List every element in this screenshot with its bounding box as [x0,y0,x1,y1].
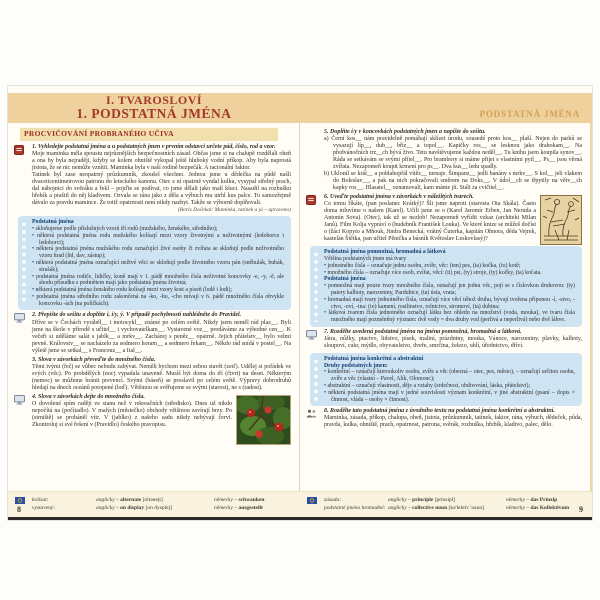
book-icon [12,145,26,158]
info-bullet: • konkrétní – označují kteroukoliv osobu, zvíře a věc (obecná – otec, pes, město), – označují určitou osobu, zvíře a věc (vlastní – Pavel, Alík, Olomouc); [324,369,575,383]
exercise-7-body: Játra, nůžky, ptactvo, lidstvo, písek, maliní, prázdniny, mouka, Vánoce, narozeniny, plavky, kalhoty, sloupoví, cukr, mýdlo, obyvatelstvo, dveře, smrčina, železo, uhlí, úřednictvo, dříví. [324,335,582,349]
exercise-4 [32,394,291,429]
practice-section-heading: PROCVIČOVÁNÍ PROBRANÉHO UČIVA [20,128,278,141]
exercise-1-paragraph-1: Moje maminka měla spoustu nejrůznějších bezpečnostních zásad. Občas jsme si na chalupě rozdělali oheň a ona by byla nejraději, kdyby se kolem ohniště vykopal ještě hluboký vodní příkop. Aby byla naprostá jistota, že se nic nemůže vznítit. Maminka byla v naší rodině bezpečák. A racionální faktor. [32,150,291,171]
flag-icon [307,497,317,506]
info-box-title: Podstatná jména [32,219,74,226]
glossary-english: anglicky – on display [on dysplej] [96,505,172,512]
exercise-3 [32,357,291,392]
info-bullet: • podstatná jména středního rodu zakončená na -ko, -ho, -cho mívají v 6. pádě množného čísla obvykle koncovku -ách (na políčkách). [32,294,284,308]
info-bullet: • některá podstatná jména mají v jedné souvislosti význam konkrétní, v jiné abstraktní (psaní – dopis × činnost, vláda – osoby × činnost). [324,390,575,404]
info-bullet: • látková tvarem čísla jednotného označují látku bez ohledu na množství (voda, mouka), ve tvaru čísla množného mají pozměněný význam: dvě vody = dva druhy vod (perlivá a neperlivá) nebo dvě láhve. [324,310,575,324]
people-icon [304,409,318,421]
info-bullet: • některá podstatná jména označující neživé věci se skloňují podle životného vzoru pán (sněhulák, bubák, strašák); [32,260,284,274]
book-spread [8,86,592,520]
right-page [300,123,592,494]
exercise-4-body: O dovolené spím raději ve stanu než v rekreačních (středisko). Dnes už nikdo nepočítá na (počítadlo). V malých (městečko) obchody většinou zavírají brzy. Po (strniště) se proháněl vítr. V (jablko) z našeho sadu nikdy nebývají červi. Zkontroluj si své řešení v (Pravidlo) českého pravopisu. [32,400,232,428]
glossary-row [32,504,292,512]
glossary-term: zásada: [324,497,342,503]
exercise-6-title: 6. Uveďte podstatná jména v závorkách v náležitých tvarech. [324,194,474,201]
info-box-title: Podstatná jména pomnožná, hromadná a látková [324,249,446,256]
exercise-1-paragraph-2: Tatínek byl zase neopatrný průzkumník, zkoušel všechno. Jednou jsme u dědečka na půdě našli dvaceticentimetrovou patronu do leteckého kanonu. Otec z ní opatrně vyndal kulku, vysypal střelný prach, dal nábojnici do svěráku a řekl – pojďte se podívat, co jsme dělali jako malí kluci. Nasadil na rozbušku hřebík a praštil do něj kladivem. Ozvala se rána jako z děla a výbuch mu utrhl kus palce. To samozřejmě dávalo za pravdu mamince. Že totiž opatrnosti není nikdy nazbyt. Takže se výborně doplňovali. [32,171,291,206]
exercise-4-title: 4. Slova v závorkách dejte do množného čísla. [32,393,145,400]
text-attribution: (Boris Dočekal: Maminka, tatínek a já – upraveno) [177,206,291,213]
exercise-6-body: Co tomu říkáte, (pan poslanec Krátký)? Šli jsme naproti (starosta Ota Skála). Často doma mluvíme o našem (Karel). Učili jsme se o (Karel Jaromír Erben, Jan Neruda a Antonín Sova). (Otec), tak už se nezlob! Nezapomeň vyřídit vzkaz (architekt Milan Janů). Film Kolja vypráví o (hudebník František Louka). Ve které knize se můžeš dočíst o (žáci Kopyto a Mňouk, Jindra Benecká, vrátný Čuterka, kapitán Ohnora, děda Vejrek, kastelán Štětka, pan učitel Pěnička a básník Květoslav Leskovlasý)? [324,201,536,243]
book-icon [304,195,318,208]
left-footer [8,492,300,517]
info-box-plural-collective-mass [310,246,582,327]
exercise-5-title: 5. Doplňte i/y v koncovkách podstatných jmen a napište do sešitu. [324,129,486,135]
glossary-english: anglicky – collective noun [kə'lektiv 'naun] [388,505,484,512]
info-box-concrete-abstract [310,353,582,406]
info-bullet: • hromadná mají tvary jednotného čísla, označují více věcí téhož druhu, bývají tvořena příponou -í, -stvo, -ctvo, -oví, -ina: (to) kamení, rostlinstvo, rolnictvo, stromoví, (ta) dubina; [324,297,575,311]
glossary-german: německy – schwanken [214,497,265,503]
glossary-term: kolísat: [32,497,49,503]
section-title: 1. PODSTATNÁ JMÉNA [76,105,232,121]
page-number-left: 8 [17,505,21,514]
chapter-title: I. TVAROSLOVÍ [105,93,203,107]
glossary-row [324,504,584,512]
exercise-6 [324,194,582,243]
exercise-8 [324,408,582,429]
glossary-english: anglicky – alternate [oltənejt] [96,497,163,503]
glossary-footer [8,491,592,517]
glossary-row [324,496,584,504]
monitor-icon [12,313,26,326]
page-number-right: 9 [579,505,583,514]
exercise-7-title: 7. Rozdělte uvedená podstatná jména na jména pomnožná, hromadná a látková. [324,328,522,335]
info-bullet: • abstraktní – označují vlastnosti, děje a vztahy (srdečnost, obdivování, láska, přátelství); [324,383,575,390]
exercise-2-title: 2. Přepište do sešitu a doplňte i, í/y, ý. V případě pochybností nahlédněte do Pravidel. [32,312,242,319]
info-intro: Většina podstatných jmen má tvary [324,256,407,263]
info-bullet: • některá podstatná jména mužského rodu označující živé osoby či zvířata se skloňují podle neživotného vzoru hrad (lid, dav, zástup); [32,246,284,260]
info-box-subtitle: Druhy podstatných jmen: [324,362,388,369]
exercise-2 [32,312,291,354]
exercise-5 [324,129,582,192]
glossary-german: německy – das Prinzip [506,497,558,503]
glossary-term: podstatné jméno hromadné: [324,505,386,512]
exercise-8-body: Maminka, zásada, příkop, chalupa, oheň, jistota, průzkumník, tatínek, faktor, rána, výbuch, dědeček, půda, pravda, kulka, ohniště, prach, opatrnost, patrona, svěrák, rozbuška, hřebík, kladivo, palec, dělo. [324,415,582,429]
glossary-german: německy – das Kollektivum [506,505,570,512]
exercise-5-part-b: b) Uklonil se král__ a poblahopřál vítěz__ turnaje. Šimpanz__ jedli banány s mrkv__. S kol__ jeli vlakem do Boleslav__, a pak na nich pokračovali směrem na Doks__. V údol__ch se třpytily na větv__ch kapky ros__. Hlasatel__ oznamovali, kam máme jít. Stáli za cvičitel__. [324,171,582,192]
running-head: PODSTATNÁ JMÉNA [479,109,580,119]
pages-container [8,123,592,494]
info-bullet: • množného čísla – označuje více osob, zvířat, věcí: (ti) psi, (ty) stroje, (ty) kočky, (ta) koťata. [324,270,575,277]
chapter-titles [8,94,300,121]
apple-tree-photo [236,395,291,445]
glossary-english: anglicky – principle [prinsipl] [388,497,456,503]
info-bullet: • skloňujeme podle příslušných vzorů tří rodů (mužského, ženského, středního); [32,226,284,233]
info-box-noun-declension [18,216,291,310]
exercise-1-title: 1. Vyhledejte podstatná jména a u podstatných jmen v prvním odstavci určete pád, číslo, rod a vzor. [32,143,276,150]
exercise-3-title: 3. Slova v závorkách převeďte do množného čísla. [32,356,156,363]
exercise-3-body: Těmi tvými (řeč) se vůbec nebudu zabývat. Neměli bychom mezi sebou stavět (zeď). Udělej si pořádek ve svých (věc). Po probdělých (noc) vypadala unaveně. Musíš být doma do tří (čtvrt) na deset. Některým (nemoc) se můžeme bránit prevencí. Svými (báseň) se proslavil po celém světě. Výpravy dobrodruhů hledají na dnech oceánů potopené (loď). Většinou se svěřujeme se svými (starost), ne s (radost). [32,363,291,391]
glossary-row [32,496,292,504]
info-box-title: Podstatná jména konkrétní a abstraktní [324,355,424,362]
exercise-8-title: 8. Rozdělte tato podstatná jména z úvodního textu na podstatná jména konkrétní a abstraktní. [324,408,555,415]
info-bullet: • některá podstatná jména rodu mužského kolísají mezi vzory životnými a neživotnými (ledoborce i ledoborci); [32,233,284,247]
info-box-subtitle: Podstatná jména [324,276,366,283]
glossary-term: vystavený: [32,505,56,512]
right-footer [300,492,592,517]
exercise-7 [324,329,582,350]
info-bullet: • některá podstatná jména ženského rodu kolísají mezi vzory kost a píseň (lodě i lodi); [32,287,284,294]
info-bullet: • jednotného čísla – označuje jednu osobu, zvíře, věc: (ten) pes, (ta) kočka, (to) kotě; [324,263,575,270]
exercise-5-part-a: a) Černí kos__ nám pravidelně pomáhají sklízet úrodu, sousedé proto kos__ plaší. Nejen do parků se vysazují líp__, dub__, bříz__ a topol__. Kapičky ros__ se lesknou jako drahokam__. Na předvánočních trz__ch bývá živo. Tetu navštěvujeme každou neděl__. Tu knihu jsem koupila synov__. Ráda se setkávám se svými přítel__. Pro brambory si máme přijet s vlastními pytl__. Ps__ jsou věrná zvířata. Nezapomeň koupit krmení pro ps__. Dva kus__ ledu spadly. [324,136,582,171]
info-bullet: • podstatná jména rodiče, lidičky, koně mají v 1. pádě množného čísla neživotné koncovky -e, -y, -ě, ale shodu přísudku s podmětem mají jako podstatná jména životná; [32,274,284,288]
monitor-icon [12,395,26,408]
woodcut-illustration [540,195,582,245]
chapter-header-band [8,93,592,123]
glossary-german: německy – ausgestellt [214,505,263,512]
monitor-icon [304,330,318,343]
exercise-2-body: Dříve se v Čechách vyráběl__ i motocykl__ známé po celém světě. Nikdy jsem neměl rád plaz__. Byli jsme na škole v přírodě s učitel__ i vychovatelkam__. Vystavené voz__ prodáváme za výhodné cen__. K večeři si uděláme salát s jablk__ a mrkv__. Zacházej s peněz__ opatrně. Jejich přátelstv__ bylo velmi pevné. Královstv__ se nacházelo za sedmero horam__ a sedmero řekam__. Někdo rád snídá v postel__. Na výletě jsme se setkal__ s Francouz__ a Ital__. [32,319,291,354]
exercise-1 [32,144,291,214]
info-bullet: • pomnožná mají pouze tvary množného čísla, označují jen jednu věc, pojí se s číslovkou druhovou: (ty) patery kalhoty, narozeniny, Pardubice, (ta) ústa, vrata; [324,283,575,297]
left-page [8,123,300,494]
